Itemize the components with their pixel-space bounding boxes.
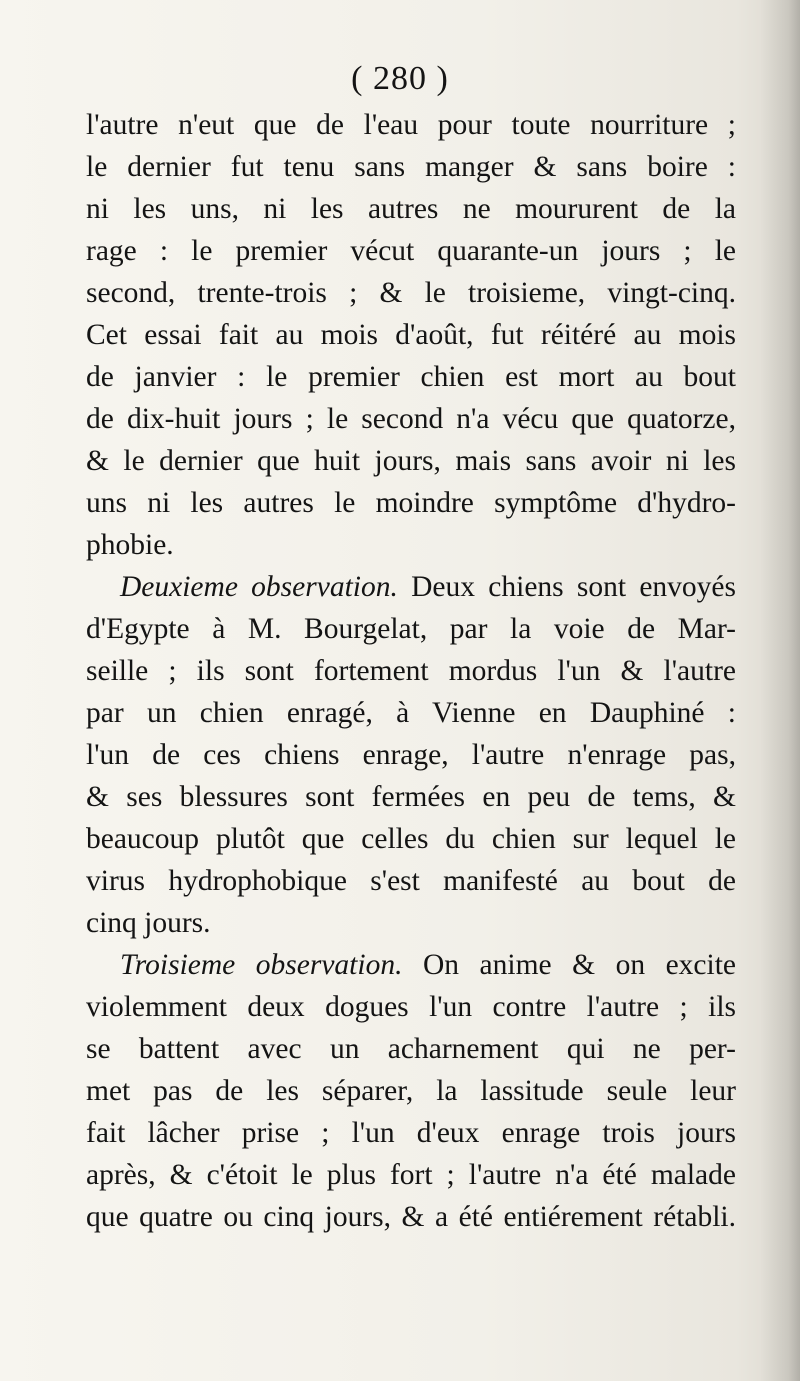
page-edge-shadow xyxy=(760,0,800,1381)
paragraph-first-line xyxy=(86,566,736,608)
text-line: l'un de ces chiens enrage, l'autre n'enrage pas, xyxy=(86,739,736,771)
text-line: & le dernier que huit jours, mais sans avoir ni les xyxy=(86,445,736,477)
page-number: ( 280 ) xyxy=(351,60,449,97)
text-line: par un chien enragé, à Vienne en Dauphiné : xyxy=(86,697,736,729)
text-line: fait lâcher prise ; l'un d'eux enrage trois jours xyxy=(86,1117,736,1149)
text-line: d'Egypte à M. Bourgelat, par la voie de Mar- xyxy=(86,613,736,645)
text-line: se battent avec un acharnement qui ne per- xyxy=(86,1033,736,1065)
text-line: seille ; ils sont fortement mordus l'un & l'autre xyxy=(86,655,736,687)
text-line: cinq jours. xyxy=(86,907,211,939)
section-heading: Troisieme observation. xyxy=(120,949,403,981)
text-line: le dernier fut tenu sans manger & sans boire : xyxy=(86,151,736,183)
text-line: après, & c'étoit le plus fort ; l'autre n'a été malade xyxy=(86,1159,736,1191)
text-line: l'autre n'eut que de l'eau pour toute nourriture ; xyxy=(86,109,736,141)
text-line: rage : le premier vécut quarante-un jours ; le xyxy=(86,235,736,267)
text-line: beaucoup plutôt que celles du chien sur lequel le xyxy=(86,823,736,855)
text-line: virus hydrophobique s'est manifesté au bout de xyxy=(86,865,736,897)
text-line: met pas de les séparer, la lassitude seule leur xyxy=(86,1075,736,1107)
text-span: On anime & on excite xyxy=(422,949,736,981)
text-line: uns ni les autres le moindre symptôme d'hydro- xyxy=(86,487,736,519)
text-line: phobie. xyxy=(86,529,174,561)
body-text xyxy=(86,104,736,1238)
text-line: de janvier : le premier chien est mort au bout xyxy=(86,361,736,393)
text-line: de dix-huit jours ; le second n'a vécu que quatorze, xyxy=(86,403,736,435)
text-line: que quatre ou cinq jours, & a été entiérement rétabli. xyxy=(86,1201,736,1233)
text-span: Deux chiens sont envoyés xyxy=(411,571,736,603)
text-line: ni les uns, ni les autres ne moururent de la xyxy=(86,193,736,225)
text-line: second, trente-trois ; & le troisieme, vingt-cinq. xyxy=(86,277,736,309)
section-heading: Deuxieme observation. xyxy=(120,571,398,603)
paragraph-first-line xyxy=(86,944,736,986)
text-line: & ses blessures sont fermées en peu de tems, & xyxy=(86,781,736,813)
text-line: Cet essai fait au mois d'août, fut réitéré au mois xyxy=(86,319,736,351)
text-line: violemment deux dogues l'un contre l'autre ; ils xyxy=(86,991,736,1023)
